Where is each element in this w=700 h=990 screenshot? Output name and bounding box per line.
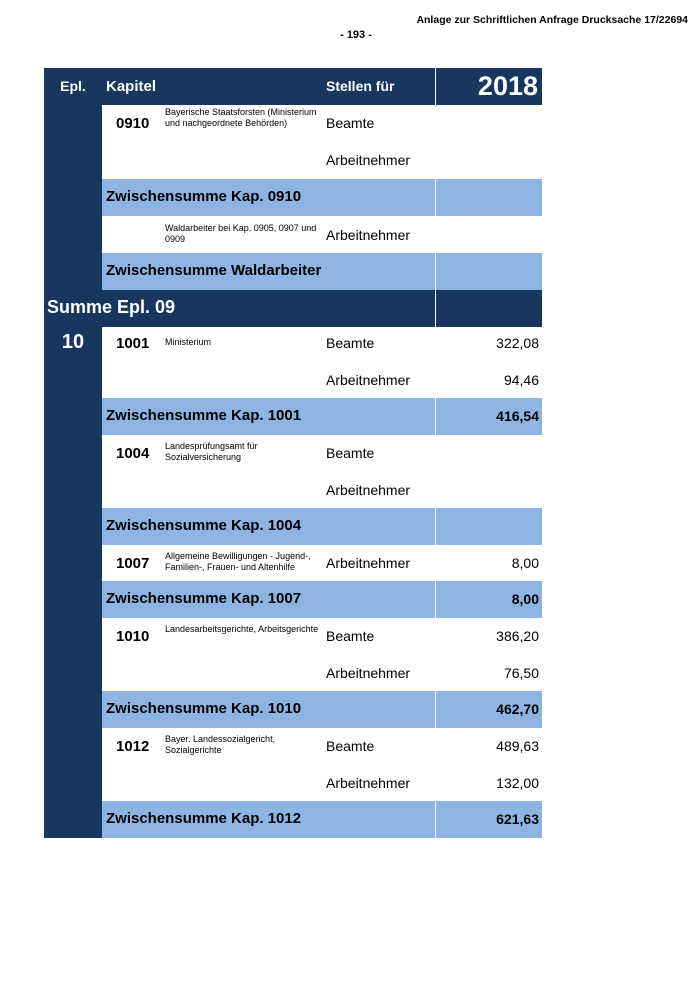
stellen-type: Beamte: [326, 115, 375, 131]
subtotal-label: Zwischensumme Kap. 1010: [106, 700, 302, 717]
stellen-type: Arbeitnehmer: [326, 555, 411, 571]
subtotal-label: Zwischensumme Kap. 1001: [106, 407, 302, 424]
subtotal-label: Zwischensumme Kap. 1007: [106, 590, 302, 607]
stellen-value: 76,50: [503, 665, 539, 681]
epl-10-section: [44, 325, 542, 838]
subtotal-row: [44, 253, 542, 290]
subtotal-row: [44, 179, 542, 216]
subtotal-row: [44, 508, 542, 545]
subtotal-value: 462,70: [496, 701, 539, 717]
table-row: [44, 655, 542, 692]
table-row: [44, 435, 542, 472]
col-header-kapitel: Kapitel: [106, 78, 157, 95]
kapitel-description: Ministerium: [165, 337, 212, 347]
epl-09-section: [44, 105, 542, 325]
subtotal-row: [44, 398, 542, 435]
page-number: - 193 -: [340, 29, 372, 41]
stellen-type: Beamte: [326, 628, 375, 644]
kapitel-description: Landesarbeitsgerichte, Arbeitsgerichte: [165, 624, 319, 634]
table-row: [44, 362, 542, 399]
kapitel-code: 0910: [116, 115, 150, 132]
epl-total-label: Summe Epl. 09: [47, 297, 176, 317]
stellen-type: Beamte: [326, 738, 375, 754]
kapitel-code: 1004: [116, 445, 150, 462]
table-row: [44, 142, 542, 179]
stellen-value: 132,00: [496, 775, 539, 791]
kapitel-code: 1012: [116, 738, 150, 755]
subtotal-value: 621,63: [496, 811, 539, 827]
col-header-stellen: Stellen für: [326, 78, 395, 94]
stellen-type: Arbeitnehmer: [326, 152, 411, 168]
kapitel-description: Waldarbeiter bei Kap. 0905, 0907 und 0909: [165, 223, 317, 244]
table-row: [44, 765, 542, 802]
stellen-type: Arbeitnehmer: [326, 775, 411, 791]
table-row: [44, 472, 542, 509]
table-row: [44, 728, 542, 765]
kapitel-code: 1001: [116, 335, 150, 352]
table-row: [44, 105, 542, 142]
table-row: [44, 545, 542, 582]
stellen-value: 322,08: [496, 335, 539, 351]
stellen-value: 94,46: [503, 372, 539, 388]
stellen-value: 8,00: [511, 555, 539, 571]
subtotal-label: Zwischensumme Kap. 1012: [106, 810, 302, 827]
epl-number: 10: [61, 331, 85, 353]
stellen-type: Beamte: [326, 445, 375, 461]
table-row: [44, 216, 542, 253]
subtotal-row: [44, 801, 542, 838]
kapitel-description: Landesprüfungsamt für Sozialversicherung: [165, 441, 258, 462]
stellen-type: Arbeitnehmer: [326, 665, 411, 681]
staff-table: [44, 68, 542, 838]
stellen-value: 489,63: [496, 738, 539, 754]
table-header: [44, 68, 542, 105]
subtotal-row: [44, 691, 542, 728]
kapitel-description: Allgemeine Bewilligungen - Jugend-, Familien-, Frauen- und Altenhilfe: [165, 551, 311, 572]
stellen-type: Beamte: [326, 335, 375, 351]
col-header-year: 2018: [435, 68, 542, 105]
subtotal-label: Zwischensumme Kap. 0910: [106, 188, 302, 205]
epl-total-row: [44, 290, 542, 327]
subtotal-label: Zwischensumme Waldarbeiter: [106, 262, 322, 279]
table-row: [44, 325, 542, 362]
subtotal-value: 8,00: [511, 591, 539, 607]
stellen-value: 386,20: [496, 628, 539, 644]
table-row: [44, 618, 542, 655]
col-header-epl: Epl.: [60, 78, 86, 94]
stellen-type: Arbeitnehmer: [326, 227, 411, 243]
subtotal-value: 416,54: [496, 408, 539, 424]
subtotal-row: [44, 581, 542, 618]
stellen-type: Arbeitnehmer: [326, 482, 411, 498]
stellen-type: Arbeitnehmer: [326, 372, 411, 388]
subtotal-label: Zwischensumme Kap. 1004: [106, 517, 302, 534]
document-header: Anlage zur Schriftlichen Anfrage Drucksache 17/22694: [416, 14, 688, 26]
kapitel-description: Bayer. Landessozialgericht, Sozialgerichte: [165, 734, 276, 755]
kapitel-code: 1010: [116, 628, 150, 645]
kapitel-code: 1007: [116, 555, 150, 572]
kapitel-description: Bayerische Staatsforsten (Ministerium und nachgeordnete Behörden): [165, 107, 317, 128]
